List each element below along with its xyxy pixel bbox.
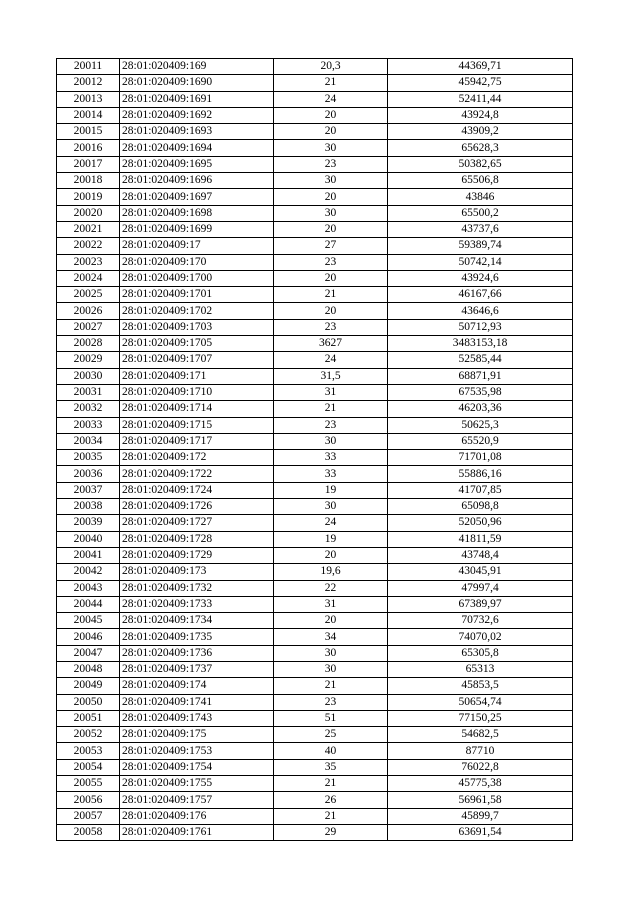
area-cell: 34: [274, 629, 388, 645]
area-cell: 30: [274, 140, 388, 156]
cadastral-number-cell: 28:01:020409:175: [120, 727, 274, 743]
table-row: [57, 515, 573, 531]
table-row: [57, 531, 573, 547]
row-number-cell: 20038: [57, 499, 120, 515]
table-row: [57, 824, 573, 840]
table-row: [57, 564, 573, 580]
value-cell: 43646,6: [388, 303, 573, 319]
area-cell: 26: [274, 792, 388, 808]
value-cell: 67389,97: [388, 596, 573, 612]
cadastral-number-cell: 28:01:020409:176: [120, 808, 274, 824]
area-cell: 20: [274, 221, 388, 237]
table-row: [57, 727, 573, 743]
area-cell: 3627: [274, 336, 388, 352]
value-cell: 43924,8: [388, 107, 573, 123]
row-number-cell: 20011: [57, 59, 120, 75]
value-cell: 43737,6: [388, 221, 573, 237]
row-number-cell: 20026: [57, 303, 120, 319]
area-cell: 21: [274, 401, 388, 417]
cadastral-number-cell: 28:01:020409:1702: [120, 303, 274, 319]
value-cell: 41707,85: [388, 482, 573, 498]
table-row: [57, 352, 573, 368]
row-number-cell: 20058: [57, 824, 120, 840]
value-cell: 54682,5: [388, 727, 573, 743]
cadastral-number-cell: 28:01:020409:1726: [120, 499, 274, 515]
area-cell: 30: [274, 433, 388, 449]
table-row: [57, 140, 573, 156]
row-number-cell: 20039: [57, 515, 120, 531]
cadastral-number-cell: 28:01:020409:1743: [120, 710, 274, 726]
table-row: [57, 91, 573, 107]
area-cell: 33: [274, 450, 388, 466]
cadastral-number-cell: 28:01:020409:1717: [120, 433, 274, 449]
value-cell: 52411,44: [388, 91, 573, 107]
cadastral-number-cell: 28:01:020409:169: [120, 59, 274, 75]
area-cell: 24: [274, 91, 388, 107]
cadastral-number-cell: 28:01:020409:1703: [120, 319, 274, 335]
value-cell: 44369,71: [388, 59, 573, 75]
area-cell: 23: [274, 254, 388, 270]
row-number-cell: 20025: [57, 287, 120, 303]
value-cell: 50382,65: [388, 156, 573, 172]
value-cell: 45775,38: [388, 776, 573, 792]
area-cell: 31: [274, 384, 388, 400]
value-cell: 74070,02: [388, 629, 573, 645]
value-cell: 67535,98: [388, 384, 573, 400]
row-number-cell: 20016: [57, 140, 120, 156]
cadastral-number-cell: 28:01:020409:1727: [120, 515, 274, 531]
area-cell: 27: [274, 238, 388, 254]
area-cell: 21: [274, 287, 388, 303]
value-cell: 70732,6: [388, 613, 573, 629]
table-row: [57, 189, 573, 205]
row-number-cell: 20047: [57, 645, 120, 661]
table-row: [57, 482, 573, 498]
table-row: [57, 645, 573, 661]
table-row: [57, 450, 573, 466]
area-cell: 31: [274, 596, 388, 612]
cadastral-number-cell: 28:01:020409:1754: [120, 759, 274, 775]
row-number-cell: 20045: [57, 613, 120, 629]
row-number-cell: 20050: [57, 694, 120, 710]
row-number-cell: 20014: [57, 107, 120, 123]
table-row: [57, 466, 573, 482]
value-cell: 65305,8: [388, 645, 573, 661]
cadastral-number-cell: 28:01:020409:1691: [120, 91, 274, 107]
area-cell: 21: [274, 678, 388, 694]
row-number-cell: 20022: [57, 238, 120, 254]
row-number-cell: 20051: [57, 710, 120, 726]
row-number-cell: 20017: [57, 156, 120, 172]
cadastral-number-cell: 28:01:020409:1737: [120, 661, 274, 677]
table-row: [57, 417, 573, 433]
value-cell: 56961,58: [388, 792, 573, 808]
row-number-cell: 20042: [57, 564, 120, 580]
value-cell: 47997,4: [388, 580, 573, 596]
cadastral-number-cell: 28:01:020409:1722: [120, 466, 274, 482]
row-number-cell: 20056: [57, 792, 120, 808]
cadastral-number-cell: 28:01:020409:1701: [120, 287, 274, 303]
table-row: [57, 694, 573, 710]
value-cell: 71701,08: [388, 450, 573, 466]
value-cell: 65520,9: [388, 433, 573, 449]
cadastral-number-cell: 28:01:020409:1755: [120, 776, 274, 792]
value-cell: 65506,8: [388, 173, 573, 189]
row-number-cell: 20048: [57, 661, 120, 677]
table-row: [57, 613, 573, 629]
cadastral-number-cell: 28:01:020409:174: [120, 678, 274, 694]
value-cell: 65313: [388, 661, 573, 677]
table-row: [57, 270, 573, 286]
cadastral-number-cell: 28:01:020409:1714: [120, 401, 274, 417]
value-cell: 50742,14: [388, 254, 573, 270]
row-number-cell: 20015: [57, 124, 120, 140]
row-number-cell: 20057: [57, 808, 120, 824]
cadastral-number-cell: 28:01:020409:1736: [120, 645, 274, 661]
area-cell: 35: [274, 759, 388, 775]
value-cell: 52585,44: [388, 352, 573, 368]
value-cell: 59389,74: [388, 238, 573, 254]
value-cell: 46203,36: [388, 401, 573, 417]
table-row: [57, 254, 573, 270]
table-row: [57, 384, 573, 400]
row-number-cell: 20024: [57, 270, 120, 286]
cadastral-table: [56, 58, 573, 841]
value-cell: 43748,4: [388, 547, 573, 563]
cadastral-number-cell: 28:01:020409:1724: [120, 482, 274, 498]
row-number-cell: 20043: [57, 580, 120, 596]
table-row: [57, 678, 573, 694]
value-cell: 43909,2: [388, 124, 573, 140]
table-body: [57, 59, 573, 841]
table-row: [57, 287, 573, 303]
table-row: [57, 173, 573, 189]
area-cell: 20: [274, 547, 388, 563]
value-cell: 43045,91: [388, 564, 573, 580]
row-number-cell: 20021: [57, 221, 120, 237]
area-cell: 30: [274, 173, 388, 189]
area-cell: 23: [274, 694, 388, 710]
table-row: [57, 303, 573, 319]
row-number-cell: 20037: [57, 482, 120, 498]
row-number-cell: 20027: [57, 319, 120, 335]
row-number-cell: 20055: [57, 776, 120, 792]
value-cell: 3483153,18: [388, 336, 573, 352]
cadastral-number-cell: 28:01:020409:170: [120, 254, 274, 270]
area-cell: 20: [274, 124, 388, 140]
area-cell: 24: [274, 515, 388, 531]
table-row: [57, 710, 573, 726]
row-number-cell: 20023: [57, 254, 120, 270]
area-cell: 20: [274, 107, 388, 123]
table-row: [57, 629, 573, 645]
cadastral-number-cell: 28:01:020409:1694: [120, 140, 274, 156]
row-number-cell: 20020: [57, 205, 120, 221]
cadastral-number-cell: 28:01:020409:1693: [120, 124, 274, 140]
row-number-cell: 20029: [57, 352, 120, 368]
row-number-cell: 20012: [57, 75, 120, 91]
area-cell: 22: [274, 580, 388, 596]
table-row: [57, 368, 573, 384]
cadastral-number-cell: 28:01:020409:1761: [120, 824, 274, 840]
row-number-cell: 20049: [57, 678, 120, 694]
area-cell: 31,5: [274, 368, 388, 384]
area-cell: 20: [274, 303, 388, 319]
row-number-cell: 20019: [57, 189, 120, 205]
area-cell: 30: [274, 499, 388, 515]
area-cell: 19: [274, 531, 388, 547]
value-cell: 77150,25: [388, 710, 573, 726]
cadastral-number-cell: 28:01:020409:1690: [120, 75, 274, 91]
value-cell: 41811,59: [388, 531, 573, 547]
row-number-cell: 20053: [57, 743, 120, 759]
area-cell: 51: [274, 710, 388, 726]
value-cell: 50712,93: [388, 319, 573, 335]
table-row: [57, 808, 573, 824]
area-cell: 23: [274, 417, 388, 433]
area-cell: 25: [274, 727, 388, 743]
cadastral-number-cell: 28:01:020409:1735: [120, 629, 274, 645]
row-number-cell: 20031: [57, 384, 120, 400]
cadastral-number-cell: 28:01:020409:1732: [120, 580, 274, 596]
value-cell: 68871,91: [388, 368, 573, 384]
value-cell: 50654,74: [388, 694, 573, 710]
table-row: [57, 759, 573, 775]
row-number-cell: 20013: [57, 91, 120, 107]
area-cell: 21: [274, 776, 388, 792]
table-row: [57, 580, 573, 596]
value-cell: 46167,66: [388, 287, 573, 303]
cadastral-number-cell: 28:01:020409:172: [120, 450, 274, 466]
row-number-cell: 20046: [57, 629, 120, 645]
area-cell: 24: [274, 352, 388, 368]
row-number-cell: 20033: [57, 417, 120, 433]
area-cell: 40: [274, 743, 388, 759]
row-number-cell: 20054: [57, 759, 120, 775]
cadastral-number-cell: 28:01:020409:1695: [120, 156, 274, 172]
value-cell: 65628,3: [388, 140, 573, 156]
row-number-cell: 20041: [57, 547, 120, 563]
table-row: [57, 107, 573, 123]
table-row: [57, 59, 573, 75]
row-number-cell: 20030: [57, 368, 120, 384]
cadastral-number-cell: 28:01:020409:1733: [120, 596, 274, 612]
table-row: [57, 547, 573, 563]
table-row: [57, 776, 573, 792]
table-row: [57, 205, 573, 221]
table-row: [57, 661, 573, 677]
cadastral-number-cell: 28:01:020409:1697: [120, 189, 274, 205]
cadastral-number-cell: 28:01:020409:1734: [120, 613, 274, 629]
cadastral-number-cell: 28:01:020409:173: [120, 564, 274, 580]
table-row: [57, 124, 573, 140]
cadastral-number-cell: 28:01:020409:1707: [120, 352, 274, 368]
table-row: [57, 238, 573, 254]
cadastral-number-cell: 28:01:020409:1696: [120, 173, 274, 189]
table-row: [57, 319, 573, 335]
value-cell: 50625,3: [388, 417, 573, 433]
table-row: [57, 499, 573, 515]
cadastral-number-cell: 28:01:020409:1698: [120, 205, 274, 221]
table-row: [57, 433, 573, 449]
value-cell: 87710: [388, 743, 573, 759]
cadastral-number-cell: 28:01:020409:1753: [120, 743, 274, 759]
row-number-cell: 20034: [57, 433, 120, 449]
area-cell: 29: [274, 824, 388, 840]
value-cell: 65500,2: [388, 205, 573, 221]
value-cell: 63691,54: [388, 824, 573, 840]
area-cell: 20: [274, 270, 388, 286]
area-cell: 20: [274, 189, 388, 205]
cadastral-number-cell: 28:01:020409:1715: [120, 417, 274, 433]
table-row: [57, 221, 573, 237]
row-number-cell: 20040: [57, 531, 120, 547]
cadastral-number-cell: 28:01:020409:1692: [120, 107, 274, 123]
cadastral-number-cell: 28:01:020409:1705: [120, 336, 274, 352]
cadastral-number-cell: 28:01:020409:1700: [120, 270, 274, 286]
row-number-cell: 20028: [57, 336, 120, 352]
row-number-cell: 20036: [57, 466, 120, 482]
value-cell: 55886,16: [388, 466, 573, 482]
area-cell: 20: [274, 613, 388, 629]
row-number-cell: 20035: [57, 450, 120, 466]
cadastral-number-cell: 28:01:020409:1699: [120, 221, 274, 237]
area-cell: 20,3: [274, 59, 388, 75]
area-cell: 21: [274, 808, 388, 824]
cadastral-number-cell: 28:01:020409:1729: [120, 547, 274, 563]
area-cell: 19,6: [274, 564, 388, 580]
area-cell: 30: [274, 645, 388, 661]
area-cell: 30: [274, 205, 388, 221]
cadastral-number-cell: 28:01:020409:1710: [120, 384, 274, 400]
area-cell: 21: [274, 75, 388, 91]
value-cell: 52050,96: [388, 515, 573, 531]
cadastral-number-cell: 28:01:020409:171: [120, 368, 274, 384]
table-row: [57, 743, 573, 759]
value-cell: 45853,5: [388, 678, 573, 694]
value-cell: 43924,6: [388, 270, 573, 286]
table-row: [57, 75, 573, 91]
area-cell: 30: [274, 661, 388, 677]
value-cell: 43846: [388, 189, 573, 205]
table-row: [57, 156, 573, 172]
table-row: [57, 596, 573, 612]
value-cell: 65098,8: [388, 499, 573, 515]
row-number-cell: 20032: [57, 401, 120, 417]
area-cell: 23: [274, 156, 388, 172]
value-cell: 45899,7: [388, 808, 573, 824]
table-row: [57, 792, 573, 808]
value-cell: 76022,8: [388, 759, 573, 775]
row-number-cell: 20018: [57, 173, 120, 189]
cadastral-number-cell: 28:01:020409:17: [120, 238, 274, 254]
row-number-cell: 20044: [57, 596, 120, 612]
table-row: [57, 401, 573, 417]
value-cell: 45942,75: [388, 75, 573, 91]
area-cell: 23: [274, 319, 388, 335]
area-cell: 19: [274, 482, 388, 498]
cadastral-number-cell: 28:01:020409:1757: [120, 792, 274, 808]
row-number-cell: 20052: [57, 727, 120, 743]
area-cell: 33: [274, 466, 388, 482]
table-row: [57, 336, 573, 352]
cadastral-number-cell: 28:01:020409:1741: [120, 694, 274, 710]
cadastral-number-cell: 28:01:020409:1728: [120, 531, 274, 547]
